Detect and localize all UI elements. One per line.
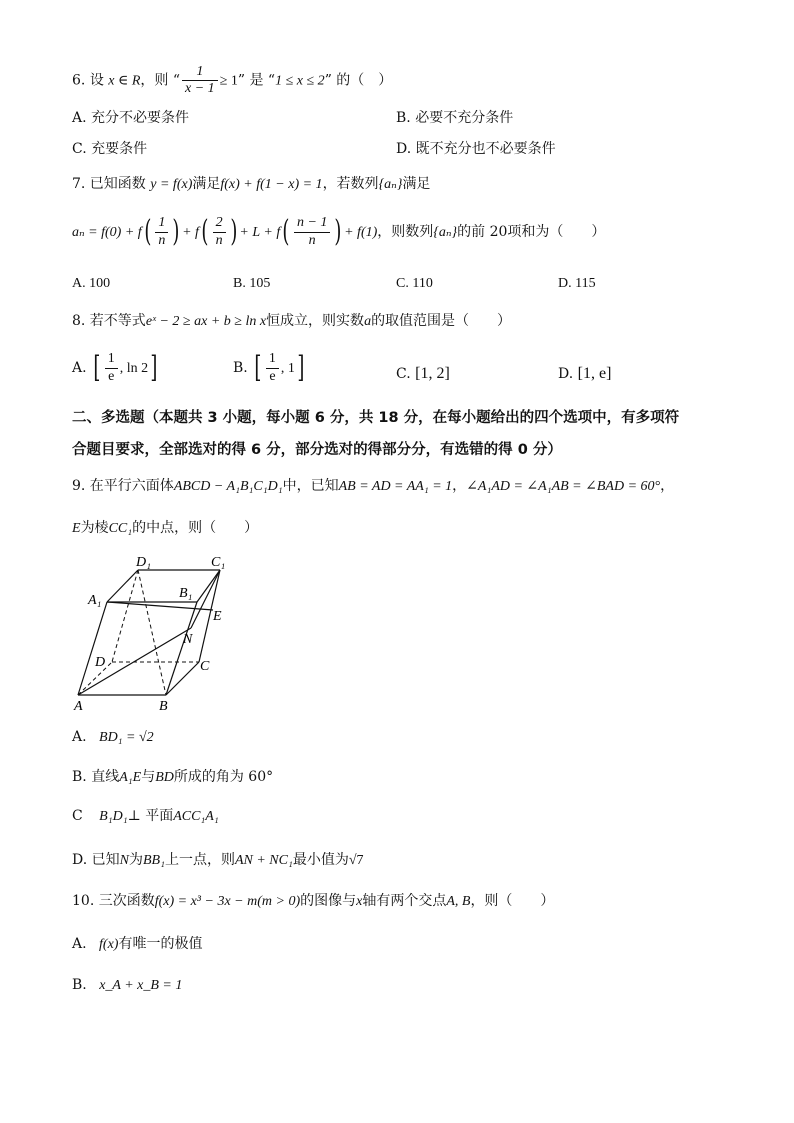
q8-a-label: A. (72, 360, 87, 376)
q9-b-label: B. 直线 (72, 769, 120, 785)
paren-open: ( (201, 214, 209, 249)
paren-open: ( (282, 214, 290, 249)
q10-text-mid: 的图像与 (300, 893, 357, 909)
q6-frac-num: 1 (182, 64, 218, 81)
q9-eq1: AB = AD = AA₁ = 1 (338, 479, 453, 494)
q9-text-a: 为棱 (80, 520, 109, 536)
q6-stem (72, 64, 392, 104)
paren-close: ) (172, 214, 180, 249)
q8-text-pre: 8. 若不等式 (72, 313, 146, 329)
q8-b-frac (266, 351, 279, 384)
q7-frac1-num: 1 (155, 215, 168, 232)
q8-var: a (364, 314, 372, 329)
q7-frac1-den: n (158, 232, 166, 248)
bracket-open: [ (93, 350, 101, 385)
q8-option-c (396, 364, 450, 383)
q8-b-tail: , 1 (280, 361, 295, 376)
q9-stem-line2 (72, 520, 258, 538)
q7-frac2-num: 2 (213, 215, 226, 232)
q7-plus-f: + f (182, 225, 199, 240)
q9-b-tail: 所成的角为 60° (173, 769, 274, 785)
q9-d-tail: 最小值为 (292, 852, 349, 868)
bracket-close: ] (297, 350, 305, 385)
q8-a-frac (105, 351, 118, 384)
q8-b-frac-num: 1 (266, 351, 279, 368)
q9-eq2: ∠A₁AD = ∠A₁AB = ∠BAD = 60° (466, 479, 661, 494)
q10-a-func: f(x) (99, 937, 119, 952)
q8-c-value: [1, 2] (415, 365, 450, 382)
q8-b-label: B. (233, 360, 248, 376)
section-heading-line2: 合题目要求，全部选对的得 6 分，部分选对的得部分分，有选错的得 0 分） (72, 442, 562, 458)
q7-frac3 (294, 215, 330, 248)
q7-tail2: 的前 20项和为（ ） (457, 224, 606, 240)
q8-stem (72, 313, 511, 331)
q7-func-eq: f(x) + f(1 − x) = 1 (220, 177, 323, 192)
q8-inequality: eˣ − 2 ≥ ax + b ≥ ln x (145, 314, 267, 329)
q6-geq: ≥ 1 (219, 73, 238, 89)
q7-option-a: A. 100 (72, 276, 111, 291)
label-d: D (95, 655, 106, 670)
q9-e: E (72, 521, 81, 536)
q10-a-label: A. (72, 936, 87, 952)
q9-edge: CC₁ (108, 521, 133, 536)
bracket-open: [ (254, 350, 262, 385)
q7-stem-line1 (72, 176, 430, 194)
section-heading-line1: 二、多选题（本题共 3 小题，每小题 6 分，共 18 分，在每小题给出的四个选项中，有多项符 (72, 410, 680, 426)
q6-number: 6. (72, 72, 86, 89)
q9-c-mid: ⊥ 平面 (127, 808, 174, 824)
q6-option-a: A. 充分不必要条件 (72, 110, 190, 126)
bracket-close: ] (150, 350, 158, 385)
label-c: C (200, 659, 210, 674)
q10-b-label: B. (72, 977, 87, 993)
parallelepiped-figure (70, 550, 240, 720)
q7-tail: ，则数列 (377, 224, 434, 240)
q6-option-d: D. 既不充分也不必要条件 (396, 141, 556, 157)
q6-frac-den: x − 1 (185, 81, 215, 97)
q7-option-d: D. 115 (558, 276, 596, 291)
q8-d-label: D. (558, 366, 574, 382)
q8-option-b (233, 350, 307, 394)
q9-d-label: D. 已知 (72, 852, 120, 868)
q9-a-text: BD₁ = √2 (99, 730, 154, 745)
q7-an: aₙ = f(0) + f (72, 225, 142, 240)
q10-option-a (72, 936, 202, 954)
q6-text-mid2: ” 是 “ (237, 72, 276, 89)
q9-d-value: √7 (348, 853, 364, 868)
q9-text-mid: 中，已知 (282, 478, 339, 494)
edge-b1b (166, 602, 197, 695)
q9-comma: ， (452, 478, 467, 494)
q10-text-mid2: 轴有两个交点 (362, 893, 447, 909)
q10-b-text: x_A + x_B = 1 (99, 978, 183, 993)
q9-d-mid2: 上一点，则 (164, 852, 235, 868)
q9-c-line: B₁D₁ (99, 809, 128, 824)
q7-frac2 (213, 215, 226, 248)
q9-c-label: C (72, 808, 83, 824)
q7-seq: {aₙ} (378, 177, 403, 192)
q7-plus-f1: + f(1) (344, 225, 378, 240)
q8-b-frac-den: e (269, 368, 276, 384)
q10-a-text: 有唯一的极值 (118, 936, 203, 952)
q10-text-pre: 10. 三次函数 (72, 893, 155, 909)
q9-text-pre: 9. 在平行六面体 (72, 478, 174, 494)
q9-option-d (72, 852, 364, 870)
q7-text-d: 满足 (402, 176, 431, 192)
label-a: A (74, 699, 83, 714)
q10-func: f(x) = x³ − 3x − m(m > 0) (154, 894, 301, 909)
q8-a-frac-den: e (108, 368, 115, 384)
q9-option-b (72, 769, 273, 787)
q9-d-n: N (119, 853, 129, 868)
q9-d-expr: AN + NC₁ (234, 853, 293, 868)
q7-frac1 (155, 215, 168, 248)
q7-stem-line2 (72, 214, 605, 262)
q7-frac2-den: n (215, 232, 223, 248)
q6-math-domain: x ∈ R (108, 73, 141, 89)
paren-close: ) (334, 214, 342, 249)
q9-solid: ABCD − A₁B₁C₁D₁ (173, 479, 283, 494)
q6-range: 1 ≤ x ≤ 2 (275, 73, 325, 89)
q7-option-c: C. 110 (396, 276, 433, 291)
q7-frac3-den: n (308, 232, 316, 248)
q7-func: y = f(x) (150, 177, 193, 192)
paren-open: ( (144, 214, 152, 249)
q6-text-pre: 设 (89, 72, 104, 89)
q7-plus-l: + L + f (239, 225, 281, 240)
q7-text-c: ，若数列 (322, 176, 379, 192)
label-b: B (159, 699, 168, 714)
q10-option-b (72, 977, 182, 995)
q8-option-a (72, 350, 160, 394)
label-b1: B₁ (179, 586, 193, 601)
q7-text-a: 7. 已知函数 (72, 176, 146, 192)
q10-text-post: ，则（ ） (470, 893, 555, 909)
q9-stem-line1 (72, 478, 674, 496)
q9-option-a (72, 729, 154, 747)
q9-b-line2: BD (155, 770, 174, 785)
q8-d-value: [1, e] (577, 365, 612, 382)
q6-text-mid: ，则 “ (140, 72, 181, 89)
q9-d-edge: BB₁ (142, 853, 165, 868)
q7-tail-seq: {aₙ} (433, 225, 458, 240)
q9-a-label: A. (72, 729, 87, 745)
q9-b-mid: 与 (141, 769, 156, 785)
q9-b-line1: A₁E (119, 770, 142, 785)
label-e: E (213, 609, 222, 624)
q10-x: x (356, 894, 363, 909)
q10-stem (72, 893, 554, 911)
q8-option-d (558, 364, 611, 383)
q9-text-b: 的中点，则（ ） (132, 520, 259, 536)
q8-text-mid: 恒成立，则实数 (266, 313, 365, 329)
label-c1: C₁ (211, 555, 226, 570)
q8-text-post: 的取值范围是（ ） (371, 313, 512, 329)
q6-option-b: B. 必要不充分条件 (396, 110, 514, 126)
q8-a-frac-num: 1 (105, 351, 118, 368)
q9-end: ， (660, 478, 675, 494)
label-n: N (183, 632, 193, 647)
label-d1: D₁ (136, 555, 151, 570)
q9-option-c (72, 808, 219, 826)
q7-option-b: B. 105 (233, 276, 271, 291)
q6-text-post: ” 的（ ） (324, 72, 393, 89)
q7-text-b: 满足 (192, 176, 221, 192)
label-a1: A₁ (88, 593, 102, 608)
q10-points: A, B (446, 894, 471, 909)
q8-a-tail: , ln 2 (119, 361, 149, 376)
q8-c-label: C. (396, 366, 411, 382)
q6-fraction (182, 64, 218, 97)
q9-d-mid: 为 (128, 852, 143, 868)
paren-close: ) (230, 214, 238, 249)
diagonal-d1b-hidden (138, 570, 166, 695)
q6-option-c: C. 充要条件 (72, 141, 148, 157)
q9-c-plane: ACC₁A₁ (173, 809, 219, 824)
q7-frac3-num: n − 1 (294, 215, 330, 232)
